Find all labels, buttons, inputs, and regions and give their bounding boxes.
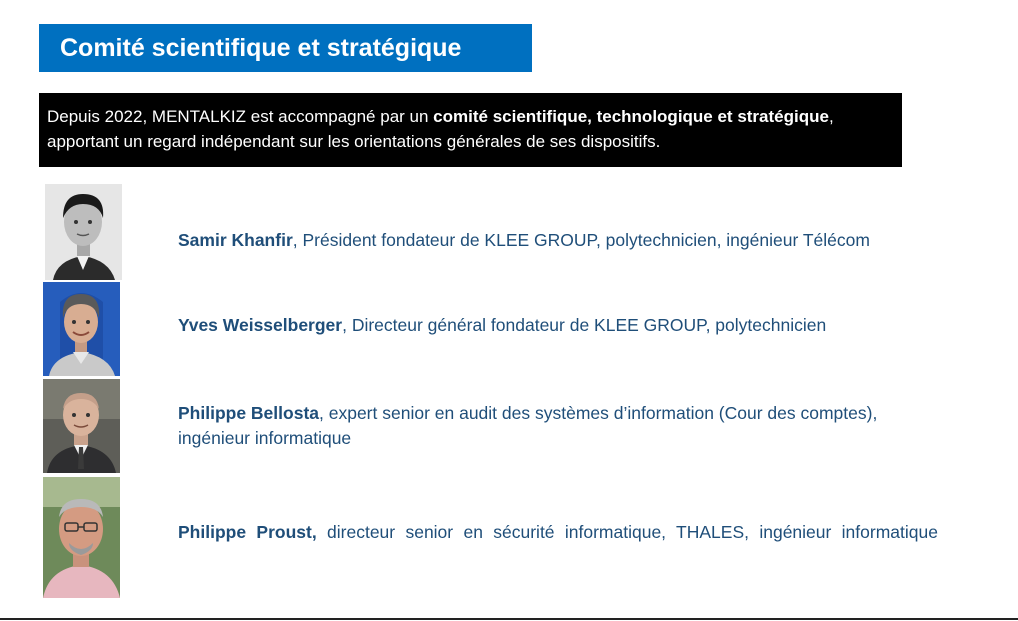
member-separator [317,522,327,542]
photo-philippe-bellosta [43,379,120,473]
member-philippe-bellosta [178,401,938,451]
photo-yves-weisselberger [43,282,120,376]
member-description: Directeur général fondateur de KLEE GROUP, polytechnicien [351,315,827,335]
bottom-divider [0,618,1018,620]
intro-text-2: , apportant un regard indépendant sur les orientations générales de ses dispositifs. [47,107,834,151]
member-name: Philippe Bellosta [178,403,319,423]
member-name: Philippe Proust, [178,522,317,542]
member-name: Yves Weisselberger [178,315,343,335]
portrait-photo-icon [43,282,120,376]
member-description: directeur senior en sécurité informatique, THALES, ingénieur informatique [327,522,938,542]
portrait-photo-icon [45,184,122,280]
photo-samir-khanfir [45,184,122,280]
slide-title-text: Comité scientifique et stratégique [60,33,462,62]
photo-philippe-proust [43,477,120,598]
intro-text-bold: comité scientifique, technologique et stratégique [433,107,829,126]
member-samir-khanfir [178,228,938,253]
slide-title [39,24,532,72]
portrait-photo-icon [43,379,120,473]
member-philippe-proust [178,520,938,570]
member-name: Samir Khanfir [178,230,293,250]
member-separator: , [319,403,329,423]
member-description: expert senior en audit des systèmes d’information (Cour des comptes), ingénieur informatique [178,403,878,448]
member-separator: , [342,315,352,335]
portrait-photo-icon [43,477,120,598]
member-description: Président fondateur de KLEE GROUP, polytechnicien, ingénieur Télécom [302,230,870,250]
member-separator: , [292,230,303,250]
member-yves-weisselberger [178,313,938,338]
intro-box [39,93,902,167]
intro-text-1: Depuis 2022, MENTALKIZ est accompagné par un [47,107,434,126]
